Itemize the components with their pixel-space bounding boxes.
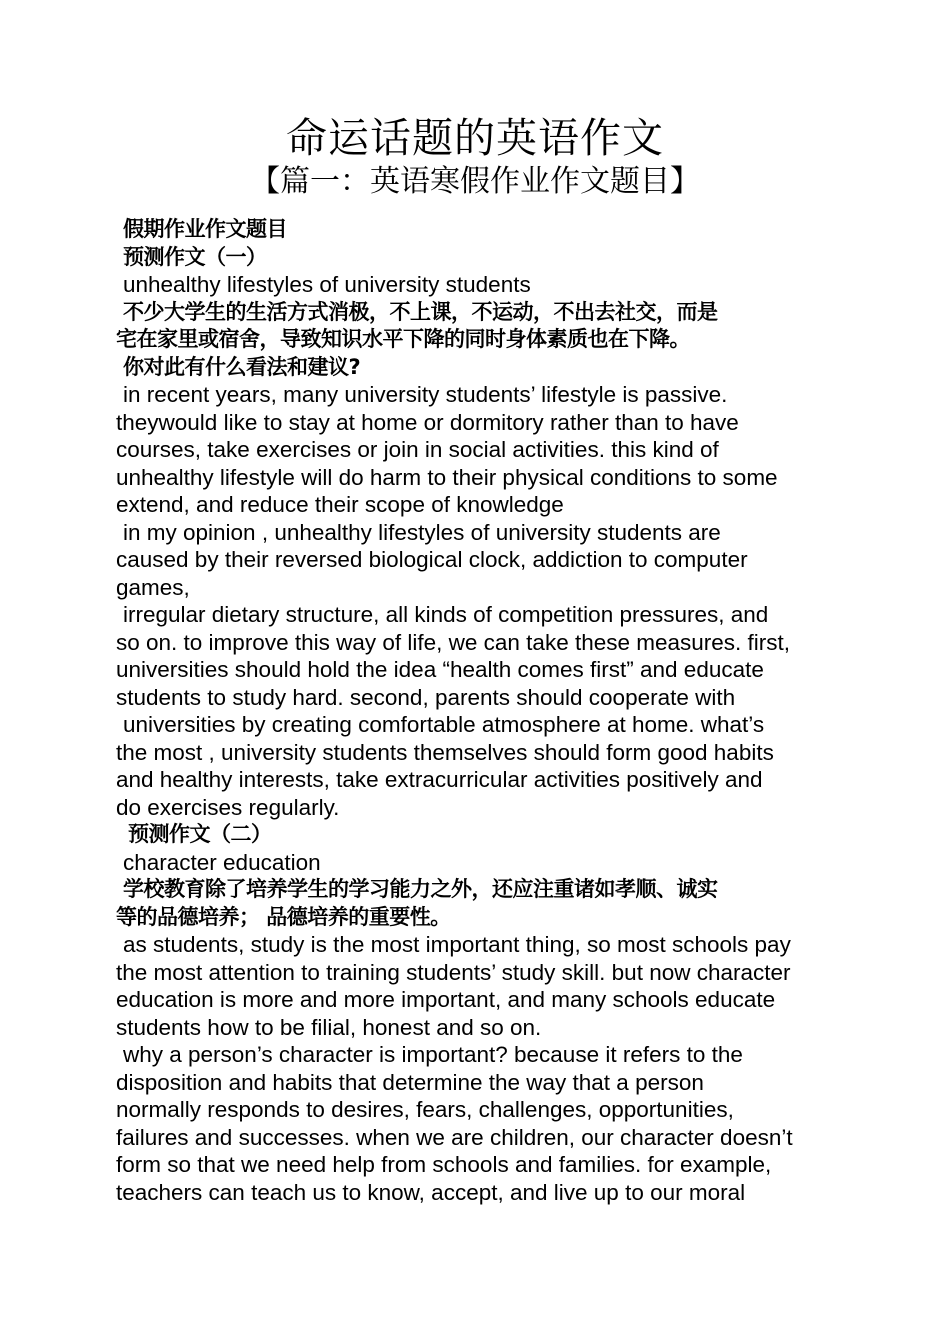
text-line: universities should hold the idea “health comes first” and educate bbox=[116, 657, 764, 682]
text-line: failures and successes. when we are children, our character doesn’t bbox=[116, 1124, 793, 1150]
heading-line: 学校教育除了培养学生的学习能力之外，还应注重诸如孝顺、诚实 bbox=[123, 877, 718, 901]
text-line: extend, and reduce their scope of knowledge bbox=[116, 492, 564, 517]
document-subtitle: 【篇一：英语寒假作业作文题目】 bbox=[250, 164, 700, 199]
text-line: universities by creating comfortable atmosphere at home. what’s bbox=[123, 712, 765, 737]
heading-line: 假期作业作文题目 bbox=[123, 217, 287, 241]
text-line: why a person’s character is important? because it refers to the bbox=[123, 1042, 743, 1067]
text-line: disposition and habits that determine the way that a person bbox=[116, 1069, 704, 1095]
text-line: do exercises regularly. bbox=[116, 794, 340, 820]
heading-line: 不少大学生的生活方式消极，不上课，不运动，不出去社交，而是 bbox=[123, 299, 718, 324]
text-line: character education bbox=[123, 849, 321, 875]
text-line: education is more and more important, and many schools educate bbox=[116, 987, 776, 1012]
text-line: teachers can teach us to know, accept, and live up to our moral bbox=[116, 1179, 746, 1205]
text-line: and healthy interests, take extracurricular activities positively and bbox=[116, 767, 763, 792]
text-line: games, bbox=[116, 574, 190, 600]
text-line: students to study hard. second, parents should cooperate with bbox=[116, 684, 736, 710]
text-line: students how to be filial, honest and so on. bbox=[116, 1014, 542, 1040]
text-line: normally responds to desires, fears, challenges, opportunities, bbox=[116, 1097, 734, 1122]
heading-line: 宅在家里或宿舍，导致知识水平下降的同时身体素质也在下降。 bbox=[116, 327, 690, 351]
text-line: irregular dietary structure, all kinds of competition pressures, and bbox=[123, 602, 769, 627]
text-line: in my opinion , unhealthy lifestyles of university students are bbox=[123, 519, 721, 545]
heading-line: 预测作文（一） bbox=[123, 244, 267, 269]
heading-line: 等的品德培养； 品德培养的重要性。 bbox=[116, 904, 451, 929]
text-line: courses, take exercises or join in social activities. this kind of bbox=[116, 437, 719, 462]
text-line: unhealthy lifestyle will do harm to their physical conditions to some bbox=[116, 464, 778, 490]
text-line: unhealthy lifestyles of university students bbox=[123, 272, 531, 297]
document-body bbox=[116, 216, 840, 1206]
heading-line: 你对此有什么看法和建议? bbox=[123, 354, 361, 379]
heading-line: 预测作文（二） bbox=[128, 822, 272, 846]
text-line: as students, study is the most important thing, so most schools pay bbox=[123, 932, 791, 957]
text-line: the most , university students themselves should form good habits bbox=[116, 739, 774, 765]
text-line: form so that we need help from schools and families. for example, bbox=[116, 1152, 772, 1177]
text-line: caused by their reversed biological clock, addiction to computer bbox=[116, 547, 748, 572]
text-line: in recent years, many university students’ lifestyle is passive. bbox=[123, 382, 728, 407]
document-title: 命运话题的英语作文 bbox=[286, 114, 664, 162]
text-line: theywould like to stay at home or dormitory rather than to have bbox=[116, 409, 739, 435]
text-line: the most attention to training students’ study skill. but now character bbox=[116, 959, 791, 985]
text-line: so on. to improve this way of life, we can take these measures. first, bbox=[116, 629, 791, 655]
